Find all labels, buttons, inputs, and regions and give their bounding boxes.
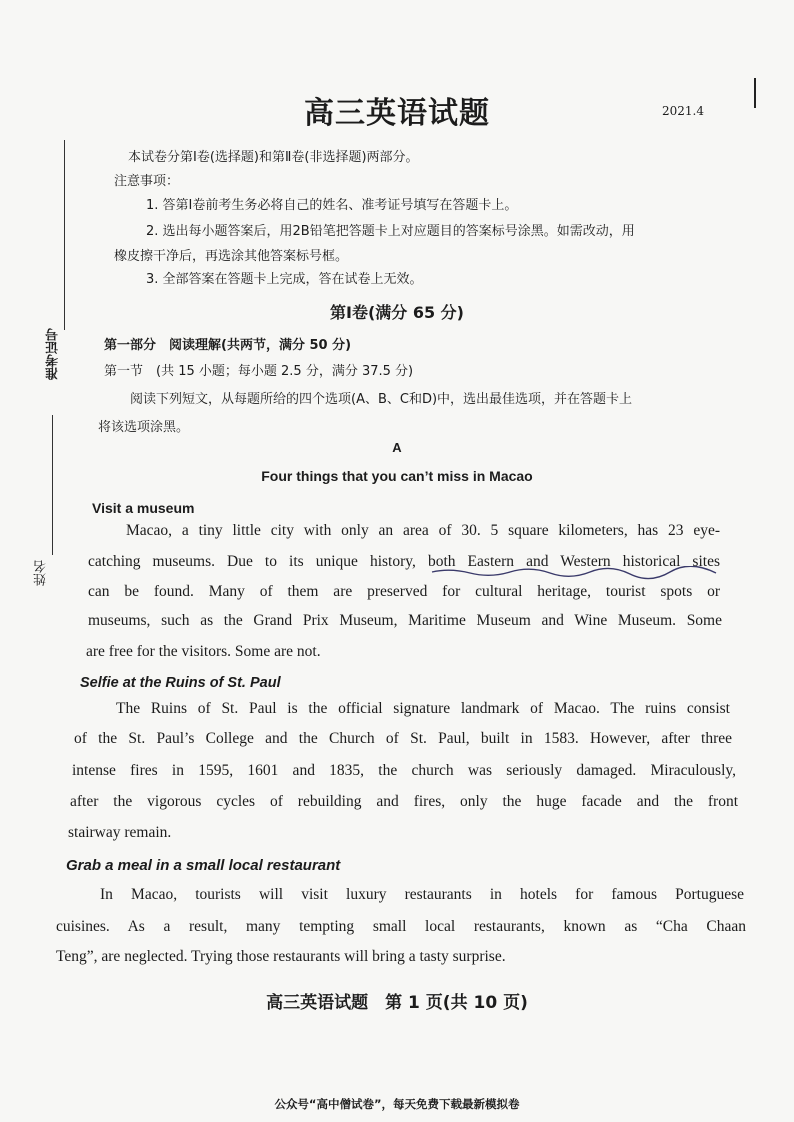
sidebar-line-mid — [52, 415, 53, 555]
volume-title: 第Ⅰ卷(满分 65 分) — [330, 303, 464, 322]
part1-title: 第一部分 阅读理解(共两节，满分 50 分) — [104, 338, 352, 353]
exam-title: 高三英语试题 — [304, 96, 490, 131]
exam-date: 2021.4 — [662, 104, 704, 118]
museum-line-4: museums, such as the Grand Prix Museum, Maritime Museum and Wine Museum. Some — [88, 612, 722, 629]
instructions-item-1: 1. 答第Ⅰ卷前考生务必将自己的姓名、准考证号填写在答题卡上。 — [146, 198, 518, 213]
restaurant-line-3: Teng”, are neglected. Trying those restaurants will bring a tasty surprise. — [56, 948, 506, 965]
section-heading-ruins: Selfie at the Ruins of St. Paul — [80, 675, 281, 691]
museum-line-2: catching museums. Due to its unique history, both Eastern and Western historical sites — [88, 553, 720, 570]
instructions-item-3: 3. 全部答案在答题卡上完成，答在试卷上无效。 — [146, 272, 423, 287]
passage-letter: A — [392, 440, 402, 455]
edge-mark — [754, 78, 756, 108]
ruins-line-2: of the St. Paul’s College and the Church of St. Paul, built in 1583. However, after three — [74, 730, 732, 747]
restaurant-line-1: In Macao, tourists will visit luxury restaurants in hotels for famous Portuguese — [100, 886, 744, 903]
handwritten-underline — [430, 566, 720, 580]
passage-title: Four things that you can’t miss in Macao — [261, 468, 533, 484]
page-footer: 高三英语试题 第 1 页(共 10 页) — [266, 993, 528, 1013]
ruins-line-3: intense fires in 1595, 1601 and 1835, the church was seriously damaged. Miraculously, — [72, 762, 736, 779]
sidebar-name-label: 姓名 — [34, 560, 49, 586]
instructions-item-2b: 橡皮擦干净后，再选涂其他答案标号框。 — [114, 249, 349, 264]
museum-line-5: are free for the visitors. Some are not. — [86, 643, 321, 660]
sidebar-exam-id-label: 准考证号 — [46, 328, 61, 380]
ruins-line-4: after the vigorous cycles of rebuilding and fires, only the huge facade and the front — [70, 793, 738, 810]
instructions-notice-label: 注意事项： — [114, 174, 180, 189]
section-heading-museum: Visit a museum — [92, 500, 195, 516]
part1-directions-a: 阅读下列短文，从每题所给的四个选项(A、B、C和D)中，选出最佳选项，并在答题卡上 — [130, 392, 633, 407]
instructions-intro: 本试卷分第Ⅰ卷(选择题)和第Ⅱ卷(非选择题)两部分。 — [128, 150, 419, 165]
ruins-line-1: The Ruins of St. Paul is the official signature landmark of Macao. The ruins consist — [116, 700, 730, 717]
restaurant-line-2: cuisines. As a result, many tempting small local restaurants, known as “Cha Chaan — [56, 918, 746, 935]
museum-line-3: can be found. Many of them are preserved for cultural heritage, tourist spots or — [88, 583, 720, 600]
promo-text: 公众号“高中僧试卷”，每天免费下载最新模拟卷 — [274, 1097, 520, 1111]
part1-section1: 第一节 (共 15 小题；每小题 2.5 分，满分 37.5 分) — [104, 364, 414, 379]
museum-line-1: Macao, a tiny little city with only an area of 30. 5 square kilometers, has 23 eye- — [126, 522, 720, 539]
section-heading-restaurant: Grab a meal in a small local restaurant — [66, 857, 341, 874]
part1-directions-b: 将该选项涂黑。 — [98, 420, 190, 435]
instructions-item-2a: 2. 选出每小题答案后，用2B铅笔把答题卡上对应题目的答案标号涂黑。如需改动，用 — [146, 224, 635, 239]
ruins-line-5: stairway remain. — [68, 824, 172, 841]
